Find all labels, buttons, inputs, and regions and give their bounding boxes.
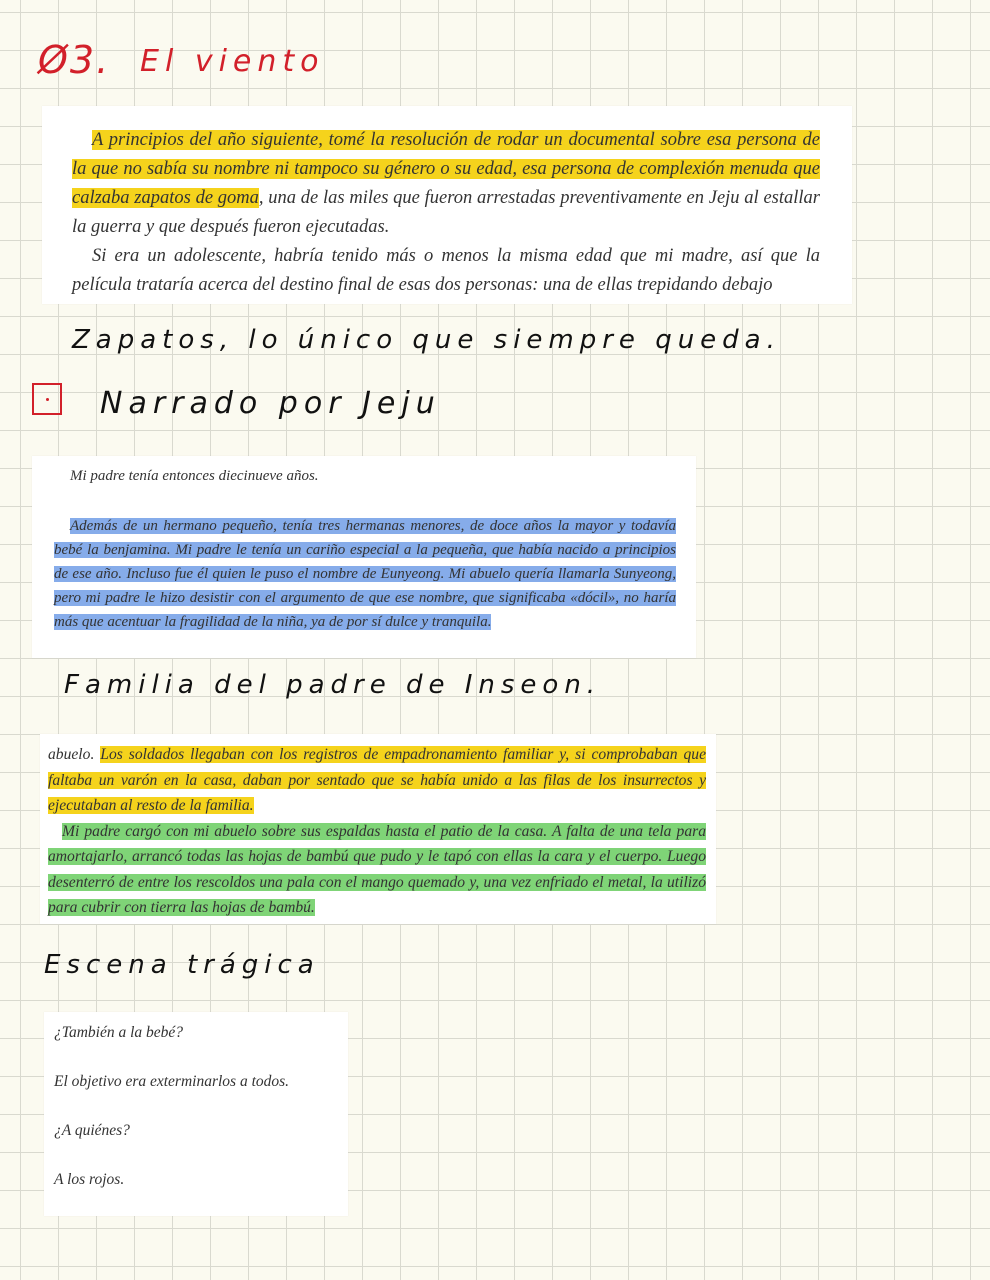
excerpt-card-4 — [44, 1012, 348, 1216]
excerpt-card-3 — [40, 734, 716, 924]
section-title-narrado: Narrado por Jeju — [100, 386, 441, 421]
excerpt-1-text: , una de las miles que fueron arrestadas preventivamente en Jeju al estallar la guerra y que después fueron ejecutadas. — [72, 188, 820, 237]
highlight-green: Mi padre cargó con mi abuelo sobre sus espaldas hasta el patio de la casa. A falta de una tela para amortajarlo, arrancó todas las hojas de bambú que pudo y le tapó con ellas la cara y el cuerpo. Luego desenterró de entre los rescoldos una pala con el mango quemado y, una vez enfriado el metal, la utilizó para cubrir con tierra las hojas de bambú. — [48, 822, 706, 916]
dialogue-line: El objetivo era exterminarlos a todos. — [54, 1073, 290, 1090]
excerpt-1-paragraph-2: Si era un adolescente, habría tenido más o menos la misma edad que mi madre, así que la película trataría acerca del destino final de esas dos personas: una de ellas trepidando debajo — [72, 246, 820, 295]
handwritten-note-shoes: Zapatos, lo único que siempre queda. — [72, 325, 781, 355]
highlight-yellow-2: Los soldados llegaban con los registros de empadronamiento familiar y, si comprobaban que faltaba un varón en la casa, daban por sentado que se había unido a las filas de los insurrectos y ejecutaban al resto de la familia. — [48, 746, 706, 814]
excerpt-3-lead: abuelo. — [48, 746, 101, 763]
excerpt-card-2 — [32, 456, 696, 658]
excerpt-card-1 — [42, 106, 852, 304]
excerpt-2-paragraph — [54, 514, 676, 634]
excerpt-3-paragraph-1 — [48, 742, 706, 819]
dialogue-line: ¿También a la bebé? — [54, 1024, 184, 1041]
chapter-number: Ø3. — [38, 38, 111, 82]
excerpt-3-paragraph-2 — [48, 819, 706, 921]
excerpt-2-line-1: Mi padre tenía entonces diecinueve años. — [70, 468, 319, 484]
highlight-yellow: A principios del año siguiente, tomé la resolución de rodar un documental sobre esa persona de la que no sabía su nombre ni tampoco su género o su edad, esa persona de complexión menuda que calzaba zapatos de goma — [72, 130, 820, 208]
dialogue-line: ¿A quiénes? — [54, 1122, 130, 1139]
handwritten-note-family: Familia del padre de Inseon. — [64, 670, 602, 700]
checkbox-icon — [32, 383, 62, 415]
handwritten-note-tragic: Escena trágica — [44, 950, 320, 980]
highlight-blue: Además de un hermano pequeño, tenía tres hermanas menores, de doce años la mayor y todavía bebé la benjamina. Mi padre le tenía un cariño especial a la pequeña, que había nacido a principios de ese año. Incluso fue él quien le puso el nombre de Eunyeong. Mi abuelo quería llamarla Sunyeong, pero mi padre le hizo desistir con el argumento de que ese nombre, que significaba «dócil», no haría más que acentuar la fragilidad de la niña, ya de por sí dulce y tranquila. — [54, 518, 676, 630]
chapter-title: El viento — [140, 44, 325, 79]
dialogue-line: A los rojos. — [54, 1171, 125, 1188]
excerpt-1-paragraph-1 — [72, 126, 820, 242]
